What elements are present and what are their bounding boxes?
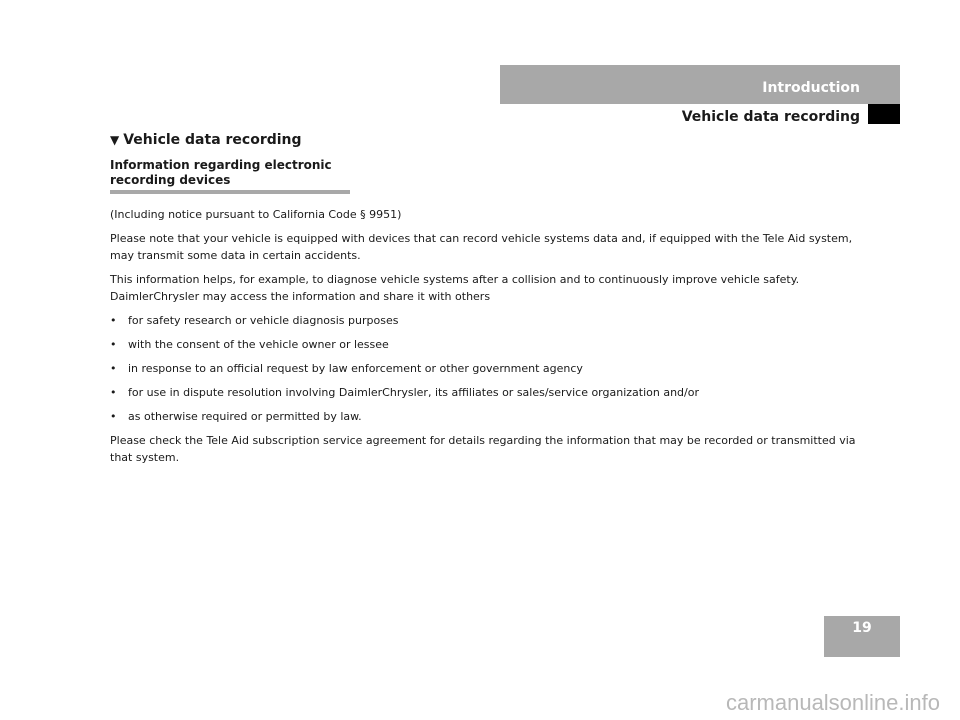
page-number: 19	[852, 620, 872, 636]
sharing-purposes-list	[110, 312, 870, 425]
list-item	[110, 336, 870, 353]
section-title-text: Vehicle data recording	[123, 132, 302, 148]
paragraph-information-use: This information helps, for example, to diagnose vehicle systems after a collision and to continuously improve vehicle safety. DaimlerChrysler may access the information and share it with others	[110, 273, 800, 303]
list-item-text: in response to an official request by law enforcement or other government agency	[128, 362, 583, 375]
list-item	[110, 312, 870, 329]
info-heading-line-2: recording devices	[110, 173, 231, 187]
heading-rule	[110, 190, 350, 194]
list-item	[110, 360, 870, 377]
paragraph-tele-aid-agreement: Please check the Tele Aid subscription service agreement for details regarding the information that may be recorded or transmitted via that system.	[110, 434, 856, 464]
section-title	[110, 132, 302, 148]
header-section-title: Introduction	[762, 80, 860, 96]
list-item	[110, 384, 870, 401]
list-item-text: for safety research or vehicle diagnosis purposes	[128, 314, 399, 327]
body-text	[110, 206, 870, 473]
header-subsection-title: Vehicle data recording	[681, 109, 860, 125]
paragraph-california-notice: (Including notice pursuant to California Code § 9951)	[110, 208, 402, 221]
list-item-text: for use in dispute resolution involving DaimlerChrysler, its affiliates or sales/service organization and/or	[128, 386, 700, 399]
watermark: carmanualsonline.info	[725, 690, 940, 715]
bullet-icon: •	[110, 338, 117, 351]
list-item-text: with the consent of the vehicle owner or lessee	[128, 338, 389, 351]
list-item	[110, 408, 870, 425]
triangle-down-icon: ▼	[110, 133, 120, 147]
list-item-text: as otherwise required or permitted by law.	[128, 410, 362, 423]
bullet-icon: •	[110, 410, 117, 423]
header-tab-marker	[868, 104, 900, 124]
bullet-icon: •	[110, 362, 117, 375]
info-heading-line-1: Information regarding electronic	[110, 158, 332, 172]
bullet-icon: •	[110, 386, 117, 399]
bullet-icon: •	[110, 314, 117, 327]
info-heading	[110, 158, 350, 188]
paragraph-recording-devices: Please note that your vehicle is equipped with devices that can record vehicle systems data and, if equipped with the Tele Aid system, may transmit some data in certain accidents.	[110, 232, 853, 262]
